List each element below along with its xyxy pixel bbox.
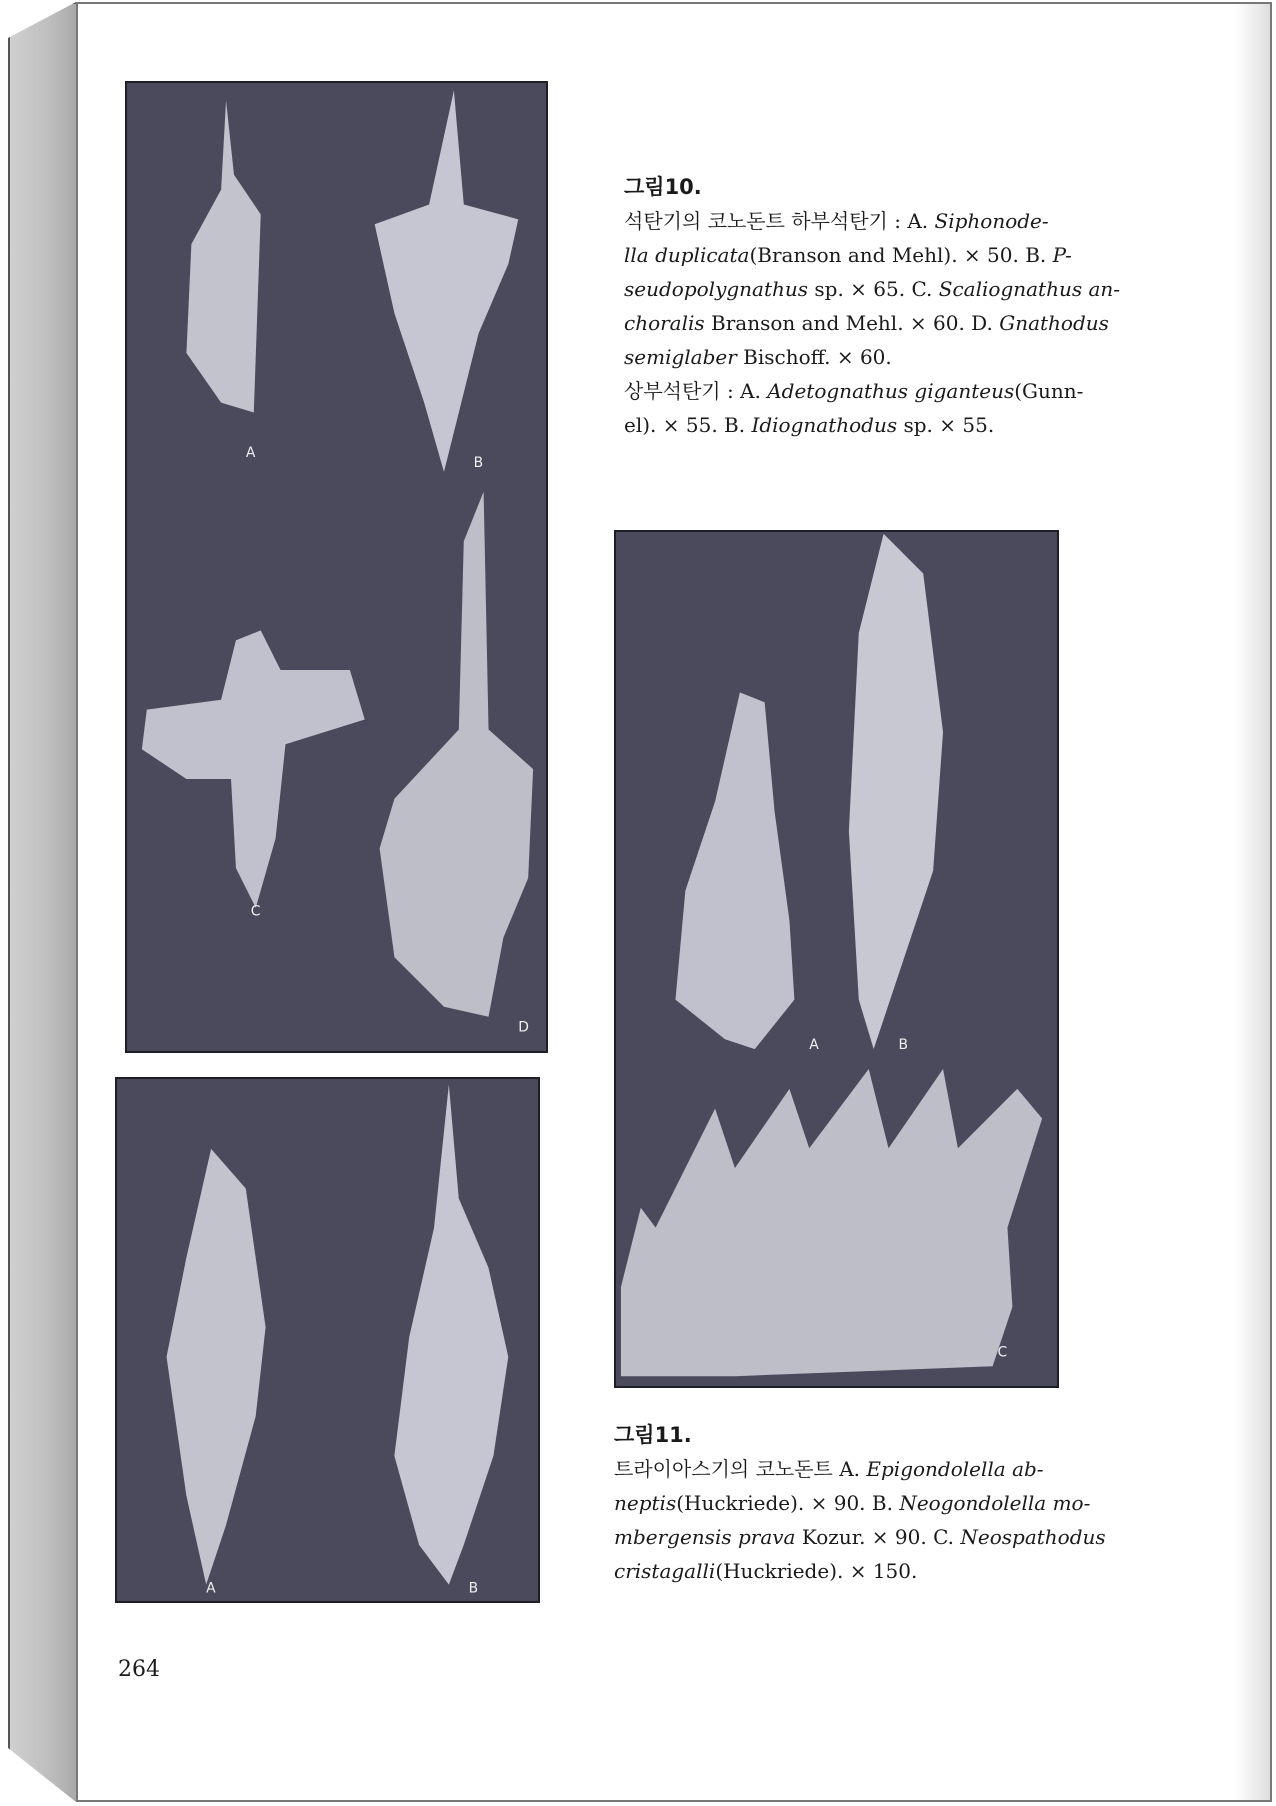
figure-11-plate: [614, 530, 1059, 1388]
figure-10-plate-lower: [115, 1077, 540, 1603]
panel-label-a: A: [809, 1037, 819, 1054]
panel-label-a: A: [245, 445, 256, 462]
figure-11-title: 그림11.: [614, 1423, 692, 1447]
panel-label-c: C: [250, 903, 261, 920]
caption-line: neptis(Huckriede). × 90. B. Neogondolella mo-: [614, 1491, 1091, 1515]
caption-line: lla duplicata(Branson and Mehl). × 50. B. P-: [624, 243, 1072, 267]
panel-label-a: A: [206, 1580, 216, 1597]
panel-label-c: C: [997, 1344, 1008, 1361]
panel-label-b: B: [898, 1037, 908, 1054]
caption-line: mbergensis prava Kozur. × 90. C. Neospathodus: [614, 1525, 1106, 1549]
conodont-photo-10-upper: [127, 83, 546, 1051]
panel-label-d: D: [518, 1019, 529, 1036]
figure-10-caption: [624, 170, 1184, 442]
caption-line: el). × 55. B. Idiognathodus sp. × 55.: [624, 413, 995, 437]
conodont-photo-11: [616, 532, 1057, 1386]
page-number: 264: [118, 1657, 160, 1682]
caption-line: 상부석탄기 : A. Adetognathus giganteus(Gunn-: [624, 379, 1084, 403]
caption-line: 트라이아스기의 코노돈트 A. Epigondolella ab-: [614, 1457, 1044, 1481]
page-edge-shadow: [1234, 4, 1270, 1800]
conodont-photo-10-lower: [117, 1079, 538, 1601]
caption-line: seudopolygnathus sp. × 65. C. Scaliognathus an-: [624, 277, 1121, 301]
figure-10-title: 그림10.: [624, 175, 702, 199]
caption-line: semiglaber Bischoff. × 60.: [624, 345, 892, 369]
figure-11-caption: [614, 1418, 1174, 1588]
panel-label-b: B: [468, 1580, 479, 1597]
caption-line: cristagalli(Huckriede). × 150.: [614, 1559, 918, 1583]
caption-line: choralis Branson and Mehl. × 60. D. Gnathodus: [624, 311, 1109, 335]
figure-10-plate-upper: [125, 81, 548, 1053]
panel-label-b: B: [473, 454, 484, 471]
book-spine: [8, 2, 80, 1806]
caption-line: 석탄기의 코노돈트 하부석탄기 : A. Siphonode-: [624, 209, 1049, 233]
